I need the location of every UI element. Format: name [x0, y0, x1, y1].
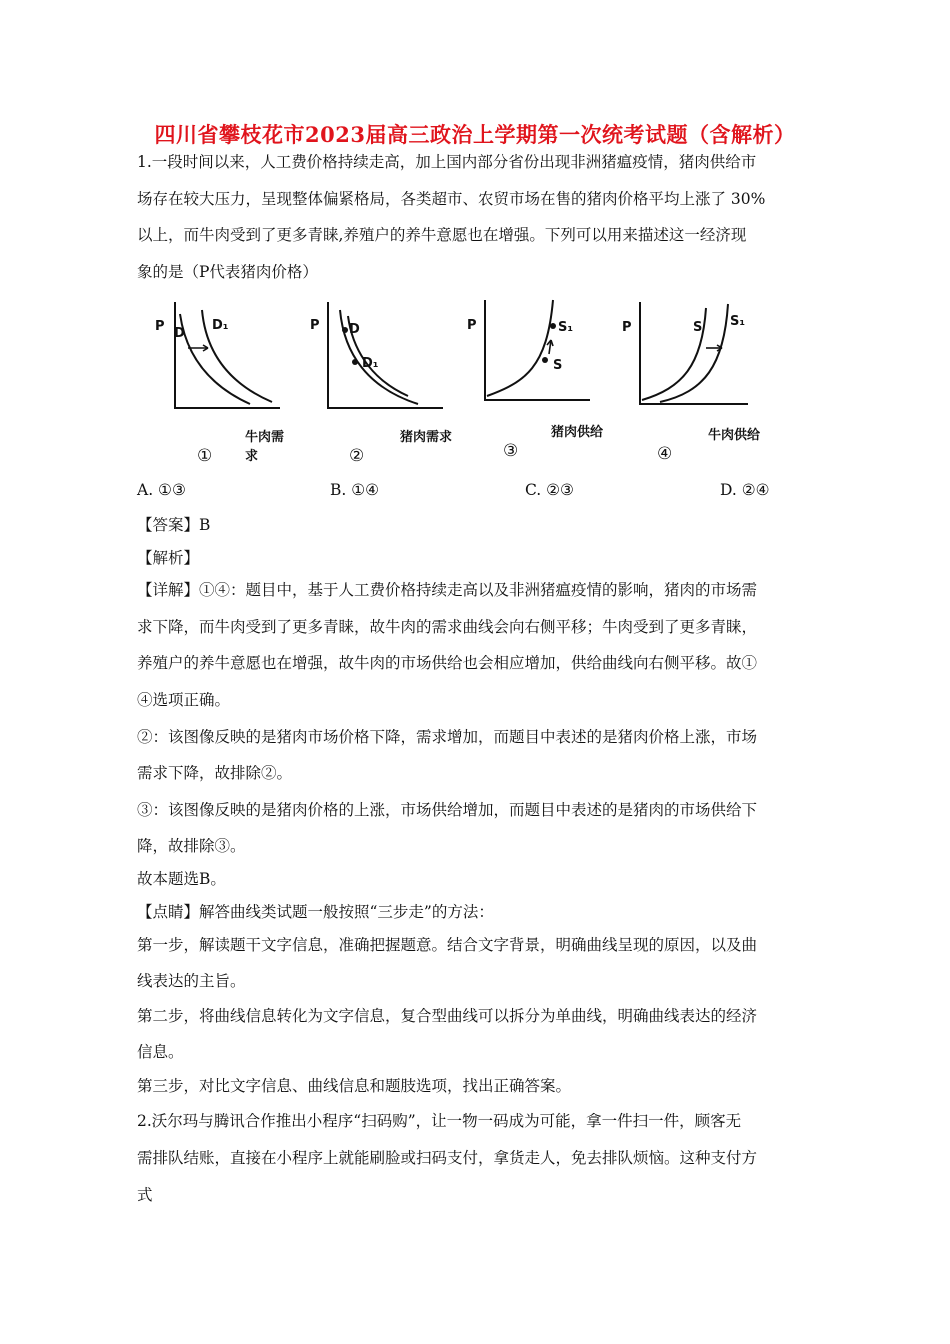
x-axis-label: 猪肉需求 [400, 430, 453, 445]
figure-caption: ③ [503, 441, 519, 461]
figure-3-graph [465, 296, 625, 471]
q1-line-2: 场存在较大压力，呈现整体偏紧格局，各类超市、农贸市场在售的猪肉价格平均上涨了 30% [137, 190, 766, 208]
curve-label-1: S₁ [558, 320, 574, 335]
analysis-heading: 【解析】 [137, 549, 200, 567]
curve-label-1: D [174, 326, 185, 341]
analysis-line: 需求下降，故排除②。 [137, 764, 293, 782]
option-a[interactable]: A. ①③ [137, 481, 186, 499]
y-axis-label: P [467, 318, 477, 333]
analysis-line: 求下降，而牛肉受到了更多青睐，故牛肉的需求曲线会向右侧平移；牛肉受到了更多青睐， [137, 618, 758, 636]
curve-label-2: D₁ [212, 318, 229, 333]
analysis-line: 故本题选B。 [137, 870, 226, 888]
analysis-line: ②：该图像反映的是猪肉市场价格下降，需求增加，而题目中表述的是猪肉价格上涨，市场 [137, 728, 758, 746]
analysis-line: 第一步，解读题干文字信息，准确把握题意。结合文字背景，明确曲线呈现的原因，以及曲 [137, 936, 758, 954]
y-axis-label: P [155, 319, 165, 334]
q1-line-1: 1.一段时间以来，人工费价格持续走高，加上国内部分省份出现非洲猪瘟疫情，猪肉供给市 [137, 153, 757, 171]
analysis-line: 第二步，将曲线信息转化为文字信息，复合型曲线可以拆分为单曲线，明确曲线表达的经济 [137, 1007, 758, 1025]
figure-3-pork-supply [465, 296, 615, 471]
curve-label-2: S₁ [730, 314, 746, 329]
q1-line-3: 以上，而牛肉受到了更多青睐,养殖户的养牛意愿也在增强。下列可以用来描述这一经济现 [137, 226, 747, 244]
analysis-line: ④选项正确。 [137, 691, 231, 709]
analysis-line: 信息。 [137, 1043, 184, 1061]
x-axis-label: 牛肉需求 [245, 430, 285, 464]
option-d[interactable]: D. ②④ [720, 481, 770, 499]
x-axis-label: 猪肉供给 [551, 425, 604, 440]
figure-caption: ① [197, 446, 213, 466]
analysis-line: 降，故排除③。 [137, 837, 246, 855]
document-title: 四川省攀枝花市2023届高三政治上学期第一次统考试题（含解析） [154, 122, 796, 147]
q2-line-3: 式 [137, 1186, 153, 1204]
option-b[interactable]: B. ①④ [330, 481, 380, 499]
curve-label-1: S [693, 320, 703, 335]
figure-caption: ④ [657, 444, 673, 464]
answer: 【答案】B [137, 516, 211, 534]
y-axis-label: P [310, 318, 320, 333]
curve-label-1: D [349, 322, 360, 337]
q1-figures [140, 296, 820, 471]
analysis-line: 【点睛】解答曲线类试题一般按照“三步走”的方法： [137, 903, 494, 921]
analysis-line: 【详解】①④：题目中，基于人工费价格持续走高以及非洲猪瘟疫情的影响，猪肉的市场需 [137, 581, 758, 599]
y-axis-label: P [622, 320, 632, 335]
q1-line-4: 象的是（P代表猪肉价格） [137, 263, 318, 281]
curve-s [487, 300, 553, 396]
analysis-line: 线表达的主旨。 [137, 972, 246, 990]
curve-label-2: S [553, 358, 563, 373]
figure-4-beef-supply [620, 296, 770, 471]
x-axis-label: 牛肉供给 [708, 428, 761, 443]
analysis-line: 养殖户的养牛意愿也在增强，故牛肉的市场供给也会相应增加，供给曲线向右侧平移。故① [137, 654, 758, 672]
figure-1-beef-demand [140, 296, 290, 471]
option-c[interactable]: C. ②③ [525, 481, 574, 499]
figure-caption: ② [349, 446, 365, 466]
q2-line-2: 需排队结账，直接在小程序上就能刷脸或扫码支付，拿货走人，免去排队烦恼。这种支付方 [137, 1149, 758, 1167]
q1-options [137, 481, 817, 503]
analysis-line: ③：该图像反映的是猪肉价格的上涨，市场供给增加，而题目中表述的是猪肉的市场供给下 [137, 801, 758, 819]
analysis-line: 第三步，对比文字信息、曲线信息和题肢选项，找出正确答案。 [137, 1077, 572, 1095]
q2-line-1: 2.沃尔玛与腾讯合作推出小程序“扫码购”，让一物一码成为可能，拿一件扫一件，顾客无 [137, 1112, 742, 1130]
curve-label-2: D₁ [362, 356, 379, 371]
figure-2-pork-demand [308, 296, 458, 471]
